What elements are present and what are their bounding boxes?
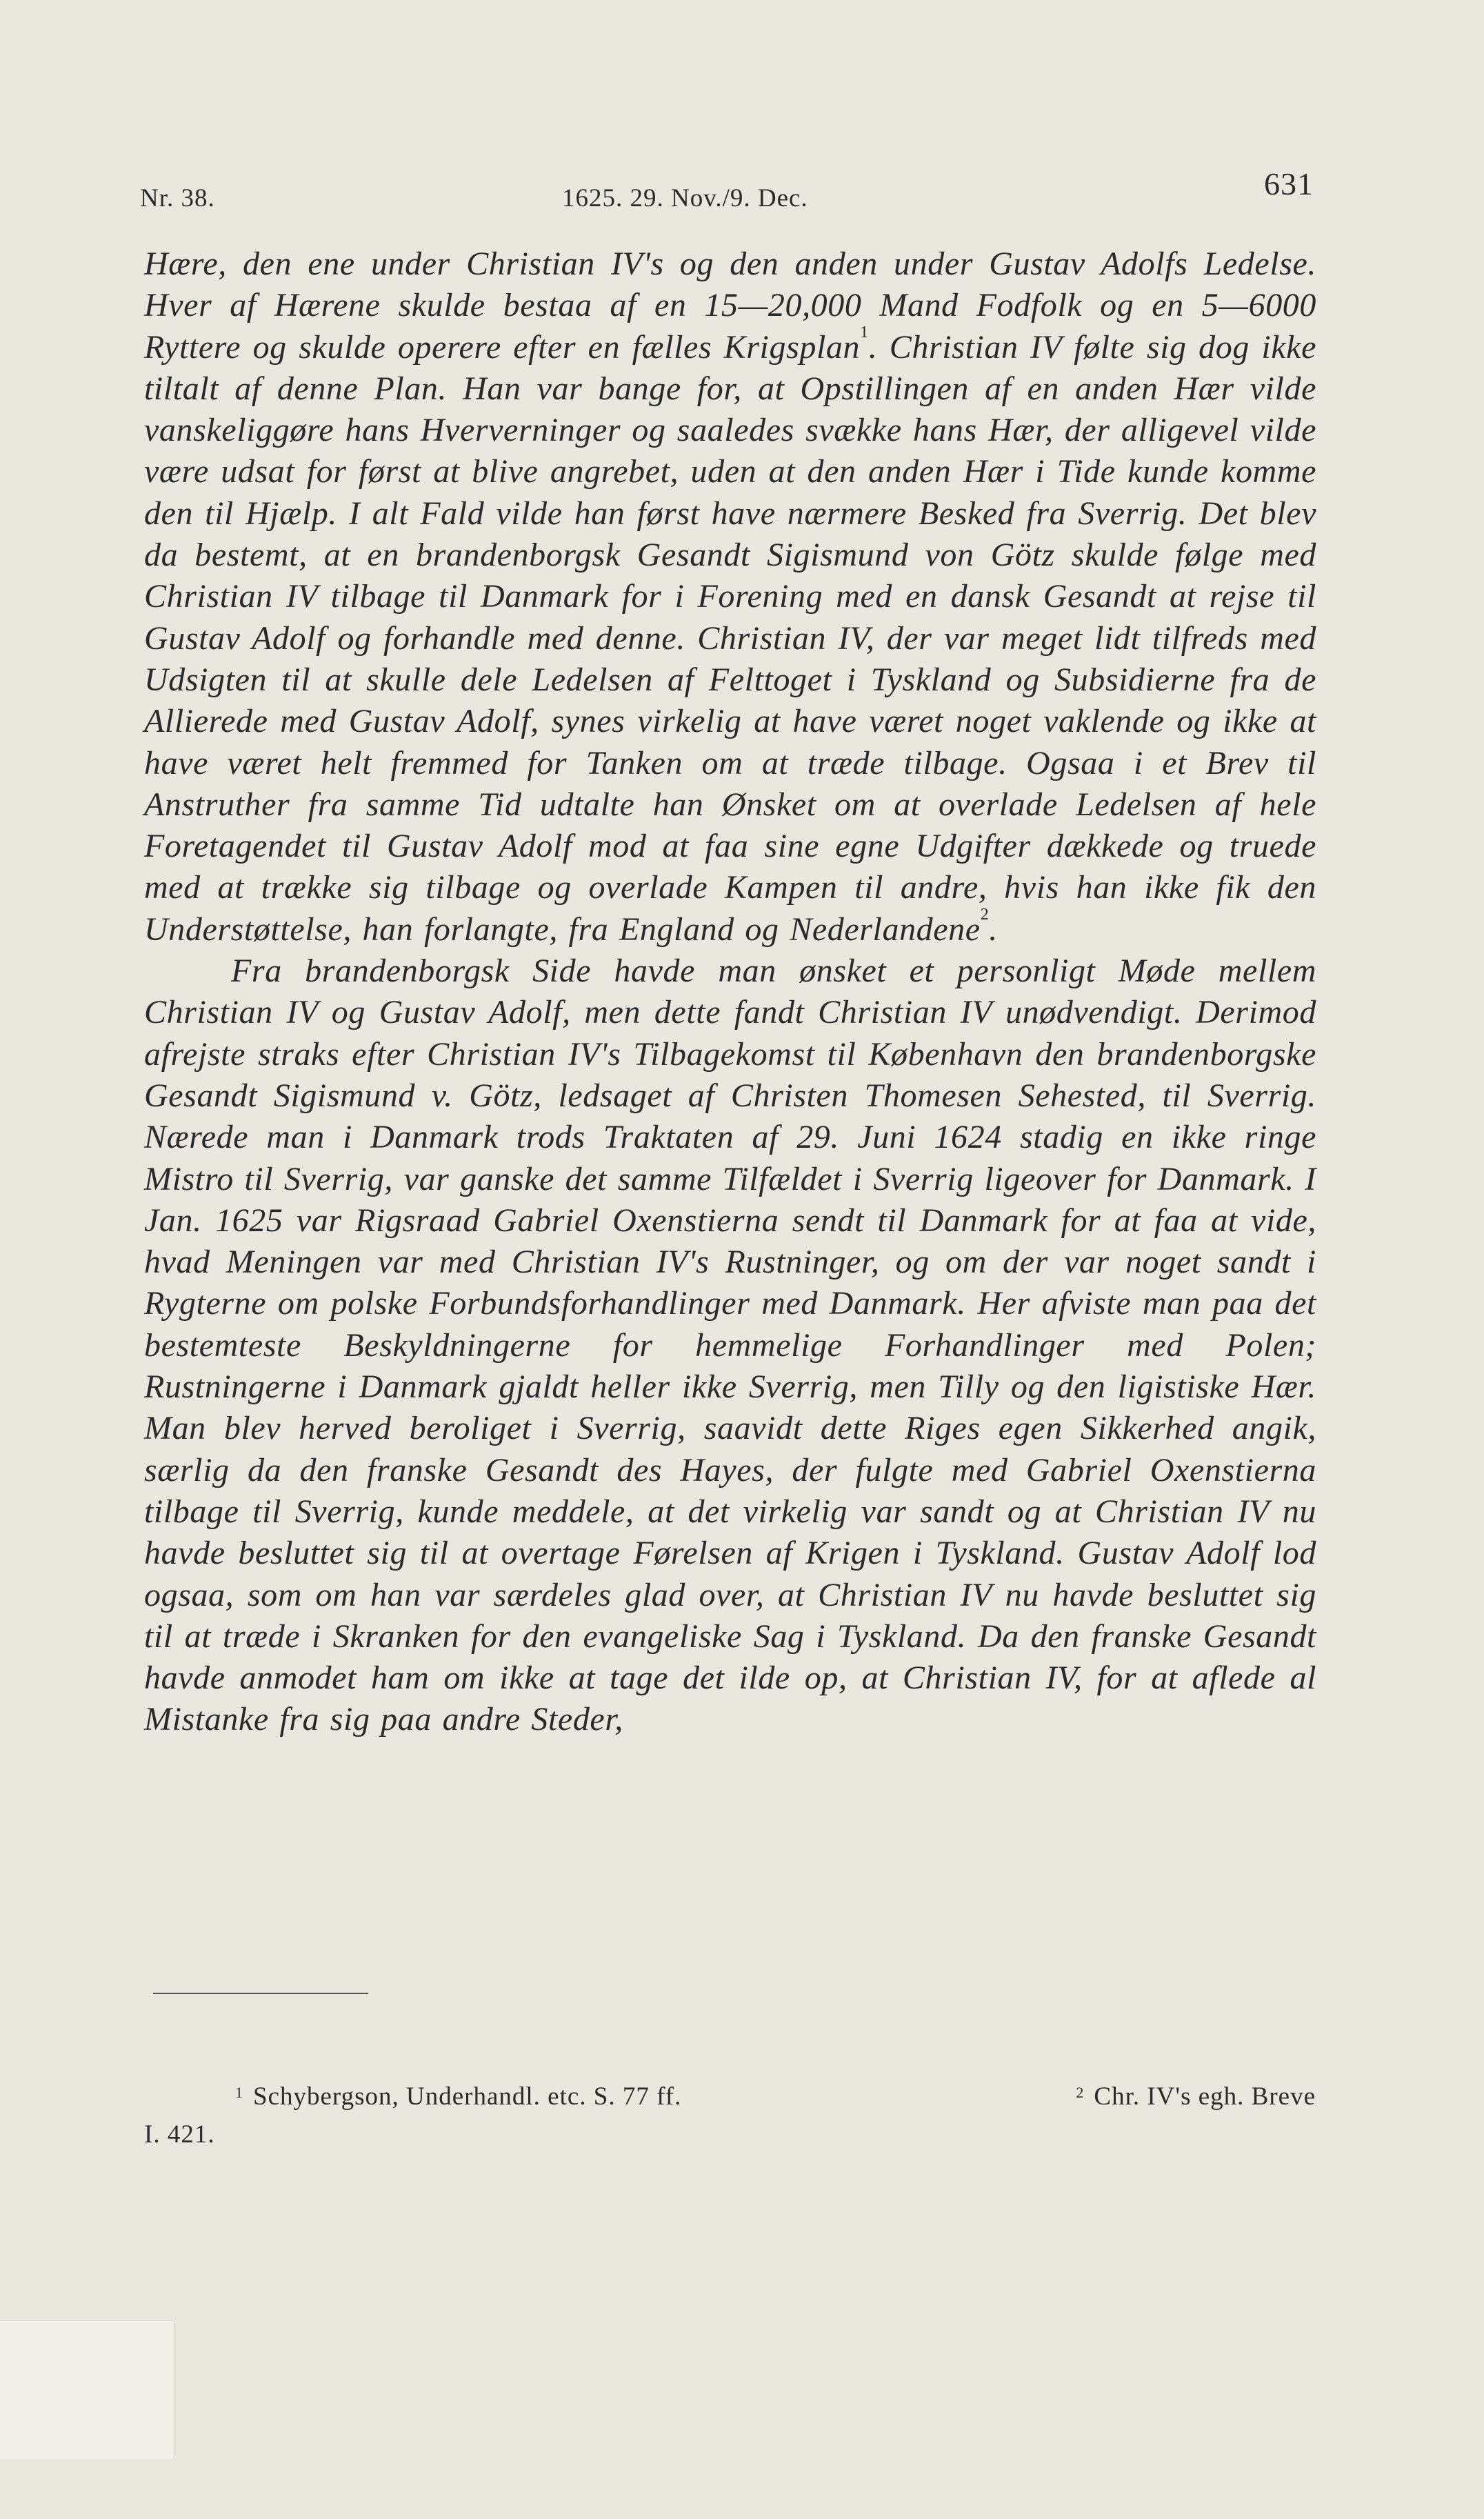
paper-scrap <box>0 2320 174 2459</box>
footnote-line <box>140 2078 1316 2115</box>
paragraph-1 <box>144 243 1316 950</box>
footnote-1 <box>235 2078 681 2115</box>
footnote-ref-1: 1 <box>860 323 869 341</box>
paragraph-1-part-3: . <box>989 910 998 948</box>
running-date: 1625. 29. Nov./9. Dec. <box>562 184 808 212</box>
footnote-2-text: Chr. IV's egh. Breve <box>1094 2082 1316 2111</box>
footnote-divider <box>153 1993 368 1994</box>
page-header <box>140 166 1323 221</box>
body-text <box>144 243 1316 1741</box>
paragraph-1-part-2: . Christian IV følte sig dog ikke tiltalt af denne Plan. Han var bange for, at Opstillingen af en anden Hær vilde vanskeliggøre hans Hververninger og saaledes svække hans Hær, der alligevel vilde være udsat for først at blive angrebet, uden at den anden Hær i Tide kunde komme den til Hjælp. I alt Fald vilde han først have nærmere Besked fra Sverrig. Det blev da bestemt, at en brandenborgsk Gesandt Sigismund von Götz skulde følge med Christian IV tilbage til Danmark for i Forening med en dansk Gesandt at rejse til Gustav Adolf og forhandle med denne. Christian IV, der var meget lidt tilfreds med Udsigten til at skulle dele Ledelsen af Felttoget i Tyskland og Subsidierne fra de Allierede med Gustav Adolf, synes virkelig at have været noget vaklende og ikke at have været helt fremmed for Tanken om at træde tilbage. Ogsaa i et Brev til Anstruther fra samme Tid udtalte han Ønsket om at overlade Ledelsen af hele Foretagendet til Gustav Adolf mod at faa sine egne Udgifter dækkede og truede med at trække sig tilbage og overlade Kampen til andre, hvis han ikke fik den Understøttelse, han forlangte, fra England og Nederlandene <box>144 328 1316 948</box>
footnotes <box>140 2078 1316 2153</box>
paragraph-2: Fra brandenborgsk Side havde man ønsket et personligt Møde mellem Christian IV og Gustav Adolf, men dette fandt Christian IV unødvendigt. Derimod afrejste straks efter Christian IV's Tilbagekomst til København den brandenborgske Gesandt Sigismund v. Götz, ledsaget af Christen Thomesen Sehested, til Sverrig. Nærede man i Danmark trods Traktaten af 29. Juni 1624 stadig en ikke ringe Mistro til Sverrig, var ganske det samme Tilfældet i Sverrig ligeover for Danmark. I Jan. 1625 var Rigsraad Gabriel Oxenstierna sendt til Danmark for at faa at vide, hvad Meningen var med Christian IV's Rustninger, og om der var noget sandt i Rygterne om polske Forbundsforhandlinger med Danmark. Her afviste man paa det bestemteste Beskyldningerne for hemmelige Forhandlinger med Polen; Rustningerne i Danmark gjaldt heller ikke Sverrig, men Tilly og den ligistiske Hær. Man blev herved beroliget i Sverrig, saavidt dette Riges egen Sikkerhed angik, særlig da den franske Gesandt des Hayes, der fulgte med Gabriel Oxenstierna tilbage til Sverrig, kunde meddele, at det virkelig var sandt og at Christian IV nu havde besluttet sig til at overtage Førelsen af Krigen i Tyskland. Gustav Adolf lod ogsaa, som om han var særdeles glad over, at Christian IV nu havde besluttet sig til at træde i Skranken for den evangeliske Sag i Tyskland. Da den franske Gesandt havde anmodet ham om ikke at tage det ilde op, at Christian IV, for at aflede al Mistanke fra sig paa andre Steder, <box>144 953 1316 1738</box>
footnote-1-text: Schybergson, Underhandl. etc. S. 77 ff. <box>253 2082 682 2111</box>
paragraph-1-part-1: Hære, den ene under Christian IV's og den anden under Gustav Adolfs Ledelse. Hver af Hærene skulde bestaa af en 15—20,000 Mand Fodfolk og en 5—6000 Ryttere og skulde operere efter en fælles Krigsplan <box>144 246 1316 366</box>
page-number: 631 <box>1264 166 1314 201</box>
footnote-2-number: 2 <box>1076 2084 1085 2101</box>
footnote-2 <box>1076 2078 1316 2115</box>
footnote-1-number: 1 <box>235 2084 243 2101</box>
footnote-ref-2: 2 <box>980 905 990 924</box>
footnote-2-continued: I. 421. <box>144 2120 215 2149</box>
document-number: Nr. 38. <box>140 184 215 212</box>
